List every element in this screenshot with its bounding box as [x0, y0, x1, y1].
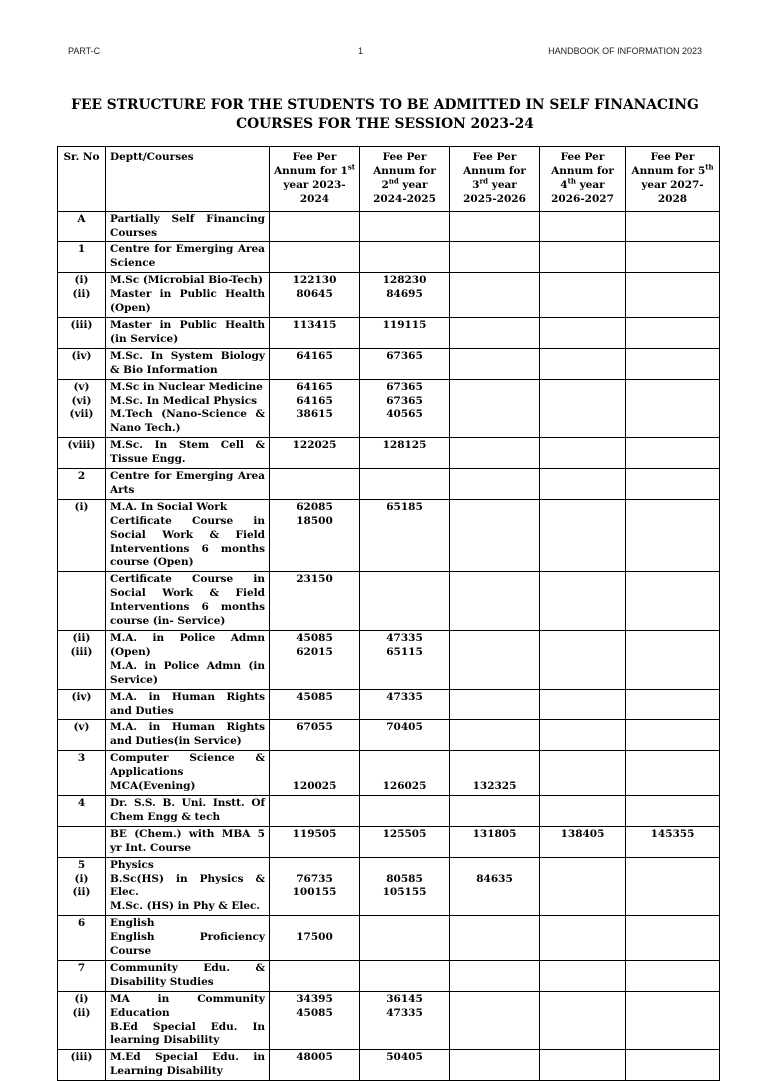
table-row — [58, 499, 720, 572]
table-cell-y1: 122025 — [270, 438, 360, 469]
table-row — [58, 348, 720, 379]
table-cell-y1: 76735 100155 — [270, 857, 360, 916]
table-cell-y4 — [540, 348, 626, 379]
header-part-label: PART-C — [68, 46, 101, 56]
table-row — [58, 689, 720, 720]
header-page-number: 1 — [358, 46, 364, 56]
table-cell-y1 — [270, 211, 360, 242]
table-cell-sr: A — [58, 211, 106, 242]
table-cell-sr: (ii) (iii) — [58, 631, 106, 690]
table-cell-y1: 34395 45085 — [270, 991, 360, 1050]
table-cell-y1: 45085 — [270, 689, 360, 720]
table-cell-sr: (i) (ii) — [58, 991, 106, 1050]
table-cell-course: BE (Chem.) with MBA 5 yr Int. Course — [106, 826, 270, 857]
table-cell-y3 — [450, 960, 540, 991]
table-cell-y2 — [360, 469, 450, 500]
page-title — [40, 96, 730, 134]
table-cell-y2 — [360, 242, 450, 273]
table-cell-y4 — [540, 960, 626, 991]
table-row — [58, 795, 720, 826]
table-cell-y2: 47335 — [360, 689, 450, 720]
table-cell-y2: 47335 65115 — [360, 631, 450, 690]
table-cell-y4 — [540, 211, 626, 242]
table-cell-y3 — [450, 991, 540, 1050]
header-courses: Deptt/Courses — [106, 147, 270, 212]
table-cell-y5 — [626, 751, 720, 796]
table-cell-y4 — [540, 317, 626, 348]
title-line-1: FEE STRUCTURE FOR THE STUDENTS TO BE ADMITTED IN SELF FINANACING — [71, 97, 699, 113]
table-cell-sr: 7 — [58, 960, 106, 991]
table-cell-course: Community Edu. & Disability Studies — [106, 960, 270, 991]
table-cell-y5: 145355 — [626, 826, 720, 857]
table-cell-y3 — [450, 795, 540, 826]
table-cell-course: M.Sc (Microbial Bio-Tech) Master in Public Health (Open) — [106, 273, 270, 318]
table-cell-y3 — [450, 916, 540, 961]
table-row — [58, 857, 720, 916]
table-cell-y3: 84635 — [450, 857, 540, 916]
table-cell-sr — [58, 572, 106, 631]
table-cell-y5 — [626, 960, 720, 991]
table-cell-y3 — [450, 273, 540, 318]
table-cell-sr: 6 — [58, 916, 106, 961]
table-cell-y4 — [540, 751, 626, 796]
table-cell-sr: (v) (vi) (vii) — [58, 379, 106, 438]
table-cell-y4 — [540, 572, 626, 631]
table-cell-y2: 36145 47335 — [360, 991, 450, 1050]
table-cell-y1: 122130 80645 — [270, 273, 360, 318]
table-cell-y4 — [540, 499, 626, 572]
header-year-1: Fee Per Annum for 1st year 2023-2024 — [270, 147, 360, 212]
table-row — [58, 317, 720, 348]
table-cell-y5 — [626, 242, 720, 273]
table-row — [58, 751, 720, 796]
table-row — [58, 572, 720, 631]
table-cell-y2: 67365 67365 40565 — [360, 379, 450, 438]
table-cell-y1: 120025 — [270, 751, 360, 796]
table-cell-course: Master in Public Health (in Service) — [106, 317, 270, 348]
table-cell-course: M.Ed Special Edu. in Learning Disability — [106, 1050, 270, 1081]
table-cell-y3 — [450, 631, 540, 690]
table-cell-y5 — [626, 499, 720, 572]
table-cell-y2: 128230 84695 — [360, 273, 450, 318]
table-cell-y2: 125505 — [360, 826, 450, 857]
table-cell-y2: 80585 105155 — [360, 857, 450, 916]
table-cell-sr: (iii) — [58, 1050, 106, 1081]
table-cell-y4 — [540, 242, 626, 273]
table-cell-y4 — [540, 916, 626, 961]
table-cell-y3 — [450, 499, 540, 572]
table-cell-y3 — [450, 689, 540, 720]
table-cell-y3: 132325 — [450, 751, 540, 796]
table-cell-y2 — [360, 916, 450, 961]
table-cell-sr: (viii) — [58, 438, 106, 469]
table-row — [58, 1050, 720, 1081]
table-cell-sr: 4 — [58, 795, 106, 826]
table-cell-y2: 119115 — [360, 317, 450, 348]
table-cell-course: Centre for Emerging Area Science — [106, 242, 270, 273]
table-cell-y1 — [270, 469, 360, 500]
table-cell-y1 — [270, 960, 360, 991]
table-cell-course: English English Proficiency Course — [106, 916, 270, 961]
table-cell-y4 — [540, 991, 626, 1050]
table-cell-y4 — [540, 857, 626, 916]
table-cell-y1: 62085 18500 — [270, 499, 360, 572]
table-header-row — [58, 147, 720, 212]
table-cell-sr: (iv) — [58, 689, 106, 720]
header-sr-no: Sr. No — [58, 147, 106, 212]
table-cell-course: M.A. in Human Rights and Duties — [106, 689, 270, 720]
table-cell-course: M.A. in Police Admn (Open) M.A. in Police Admn (in Service) — [106, 631, 270, 690]
table-cell-y5 — [626, 348, 720, 379]
table-row — [58, 379, 720, 438]
table-row — [58, 631, 720, 690]
table-cell-y1: 64165 — [270, 348, 360, 379]
table-cell-y2 — [360, 572, 450, 631]
table-cell-y3 — [450, 572, 540, 631]
table-cell-sr: (iv) — [58, 348, 106, 379]
table-cell-course: M.Sc. In System Biology & Bio Information — [106, 348, 270, 379]
table-row — [58, 211, 720, 242]
table-cell-y1: 23150 — [270, 572, 360, 631]
table-cell-y5 — [626, 1050, 720, 1081]
table-cell-y5 — [626, 991, 720, 1050]
table-row — [58, 991, 720, 1050]
table-cell-y5 — [626, 795, 720, 826]
table-cell-y2 — [360, 211, 450, 242]
table-cell-y5 — [626, 631, 720, 690]
table-cell-y3 — [450, 720, 540, 751]
table-cell-course: Certificate Course in Social Work & Field Interventions 6 months course (in- Service) — [106, 572, 270, 631]
table-cell-y4 — [540, 438, 626, 469]
table-cell-y4 — [540, 795, 626, 826]
header-year-4: Fee Per Annum for 4th year 2026-2027 — [540, 147, 626, 212]
table-cell-course: Physics B.Sc(HS) in Physics & Elec. M.Sc. (HS) in Phy & Elec. — [106, 857, 270, 916]
table-cell-y3 — [450, 317, 540, 348]
table-cell-sr: (iii) — [58, 317, 106, 348]
table-cell-y3 — [450, 211, 540, 242]
table-cell-sr: 3 — [58, 751, 106, 796]
table-cell-course: Computer Science & Applications MCA(Evening) — [106, 751, 270, 796]
table-cell-y4 — [540, 631, 626, 690]
table-cell-y4 — [540, 469, 626, 500]
header-year-5: Fee Per Annum for 5th year 2027-2028 — [626, 147, 720, 212]
table-cell-y5 — [626, 211, 720, 242]
table-cell-y1 — [270, 242, 360, 273]
table-cell-course: Partially Self Financing Courses — [106, 211, 270, 242]
table-cell-y4 — [540, 1050, 626, 1081]
table-cell-course: M.A. in Human Rights and Duties(in Service) — [106, 720, 270, 751]
table-cell-y3 — [450, 379, 540, 438]
table-cell-course: M.Sc in Nuclear Medicine M.Sc. In Medical Physics M.Tech (Nano-Science & Nano Tech.) — [106, 379, 270, 438]
table-cell-y4 — [540, 689, 626, 720]
table-row — [58, 916, 720, 961]
table-cell-y4 — [540, 379, 626, 438]
table-cell-y1: 45085 62015 — [270, 631, 360, 690]
table-cell-y2: 126025 — [360, 751, 450, 796]
table-cell-y2: 65185 — [360, 499, 450, 572]
table-cell-y1: 64165 64165 38615 — [270, 379, 360, 438]
table-cell-sr: 2 — [58, 469, 106, 500]
table-cell-y4 — [540, 273, 626, 318]
table-cell-course: Dr. S.S. B. Uni. Instt. Of Chem Engg & tech — [106, 795, 270, 826]
table-cell-y2 — [360, 795, 450, 826]
table-cell-sr: (v) — [58, 720, 106, 751]
table-cell-y1: 119505 — [270, 826, 360, 857]
table-cell-sr: 5 (i) (ii) — [58, 857, 106, 916]
table-cell-y4 — [540, 720, 626, 751]
table-cell-y2: 50405 — [360, 1050, 450, 1081]
header-year-2: Fee Per Annum for 2nd year 2024-2025 — [360, 147, 450, 212]
table-cell-y1: 113415 — [270, 317, 360, 348]
table-row — [58, 242, 720, 273]
table-cell-y1: 48005 — [270, 1050, 360, 1081]
table-cell-sr: (i) (ii) — [58, 273, 106, 318]
table-cell-y5 — [626, 572, 720, 631]
table-cell-y3 — [450, 348, 540, 379]
table-row — [58, 273, 720, 318]
table-cell-y5 — [626, 379, 720, 438]
table-cell-y5 — [626, 438, 720, 469]
table-row — [58, 438, 720, 469]
table-cell-y3 — [450, 242, 540, 273]
table-cell-course: M.A. In Social Work Certificate Course in Social Work & Field Interventions 6 months course (Open) — [106, 499, 270, 572]
table-cell-y3 — [450, 438, 540, 469]
table-cell-y2: 128125 — [360, 438, 450, 469]
table-cell-y5 — [626, 689, 720, 720]
table-cell-y5 — [626, 317, 720, 348]
table-cell-y2 — [360, 960, 450, 991]
table-cell-course: Centre for Emerging Area Arts — [106, 469, 270, 500]
table-cell-sr: (i) — [58, 499, 106, 572]
table-cell-y1: 17500 — [270, 916, 360, 961]
table-cell-y1 — [270, 795, 360, 826]
fee-structure-table — [57, 146, 720, 1081]
table-cell-y5 — [626, 469, 720, 500]
title-line-2: COURSES FOR THE SESSION 2023-24 — [236, 116, 534, 132]
table-row — [58, 469, 720, 500]
table-row — [58, 826, 720, 857]
table-cell-y5 — [626, 720, 720, 751]
table-cell-y3 — [450, 1050, 540, 1081]
table-cell-sr — [58, 826, 106, 857]
header-handbook-title: HANDBOOK OF INFORMATION 2023 — [548, 46, 702, 56]
table-cell-sr: 1 — [58, 242, 106, 273]
table-cell-y5 — [626, 857, 720, 916]
table-row — [58, 960, 720, 991]
table-cell-y5 — [626, 916, 720, 961]
table-cell-y4: 138405 — [540, 826, 626, 857]
table-cell-y2: 67365 — [360, 348, 450, 379]
table-cell-y3: 131805 — [450, 826, 540, 857]
table-cell-y2: 70405 — [360, 720, 450, 751]
table-cell-course: MA in Community Education B.Ed Special Edu. In learning Disability — [106, 991, 270, 1050]
header-year-3: Fee Per Annum for 3rd year 2025-2026 — [450, 147, 540, 212]
table-cell-y1: 67055 — [270, 720, 360, 751]
table-cell-y3 — [450, 469, 540, 500]
table-cell-course: M.Sc. In Stem Cell & Tissue Engg. — [106, 438, 270, 469]
table-row — [58, 720, 720, 751]
table-cell-y5 — [626, 273, 720, 318]
